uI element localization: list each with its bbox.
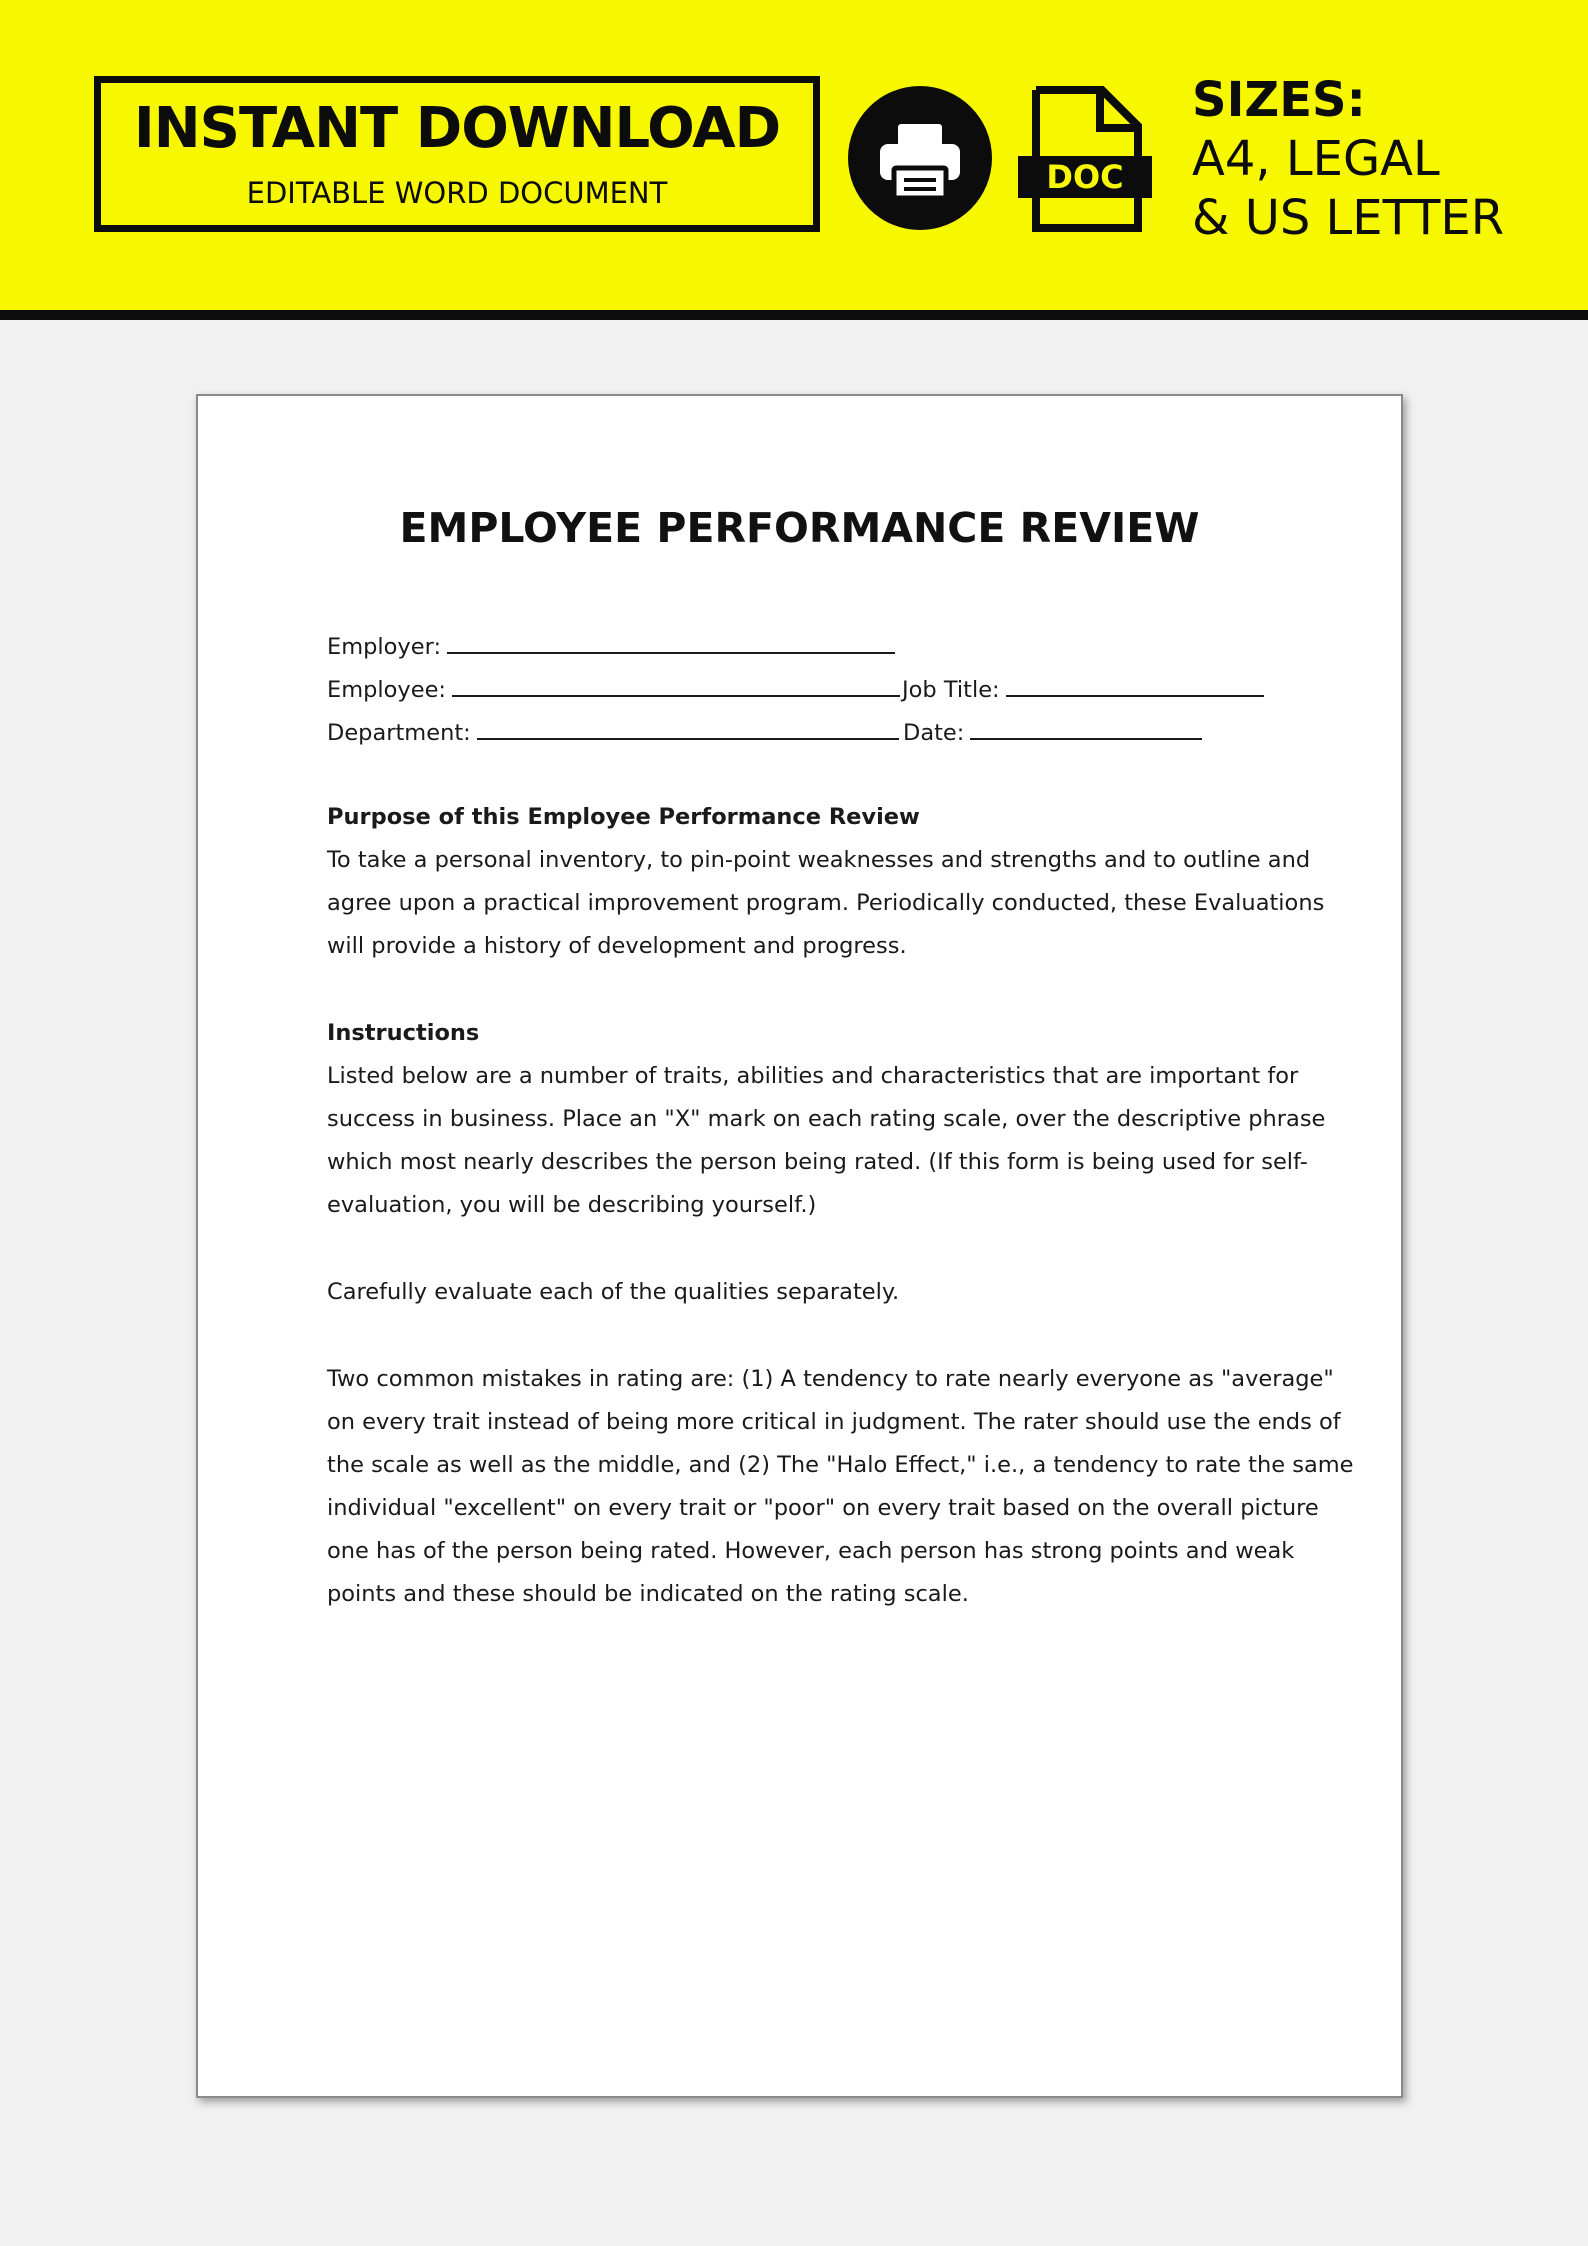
department-field [327,720,899,745]
employee-label: Employee: [327,677,447,703]
mistakes-line: Two common mistakes in rating are: (1) A tendency to rate nearly everyone as "average" [327,1366,1334,1392]
evaluate-note: Carefully evaluate each of the qualities separately. [327,1279,900,1305]
employee-blank[interactable] [452,677,900,697]
instructions-heading: Instructions [327,1020,480,1046]
mistakes-line: individual "excellent" on every trait or "poor" on every trait based on the overall picture [327,1495,1319,1521]
mistakes-line: points and these should be indicated on the rating scale. [327,1581,969,1607]
date-label: Date: [903,720,965,746]
instant-download-badge [94,76,820,232]
purpose-line: will provide a history of development and progress. [327,933,907,959]
document-page [196,394,1403,2098]
instructions-line: Listed below are a number of traits, abilities and characteristics that are important for [327,1063,1299,1089]
department-label: Department: [327,720,471,746]
instructions-line: which most nearly describes the person being rated. (If this form is being used for self- [327,1149,1308,1175]
sizes-label: SIZES: [1192,72,1366,128]
doc-icon-label: DOC [1046,158,1124,196]
instructions-line: success in business. Place an "X" mark on each rating scale, over the descriptive phrase [327,1106,1326,1132]
printer-icon [848,86,992,230]
employer-blank[interactable] [447,634,895,654]
date-field [903,720,1202,745]
sizes-line-2: & US LETTER [1192,190,1505,246]
employee-field [327,677,900,702]
page-title: EMPLOYEE PERFORMANCE REVIEW [399,504,1200,552]
mistakes-line: on every trait instead of being more critical in judgment. The rater should use the ends of [327,1409,1341,1435]
job-title-label: Job Title: [902,677,1000,703]
doc-file-icon [1016,84,1156,239]
department-blank[interactable] [477,720,899,740]
job-title-blank[interactable] [1006,677,1264,697]
sizes-line-1: A4, LEGAL [1192,131,1440,187]
employer-label: Employer: [327,634,442,660]
badge-title: INSTANT DOWNLOAD [133,96,781,161]
purpose-line: To take a personal inventory, to pin-point weaknesses and strengths and to outline and [327,847,1311,873]
promo-banner [0,0,1588,320]
purpose-heading: Purpose of this Employee Performance Review [327,804,920,830]
purpose-line: agree upon a practical improvement program. Periodically conducted, these Evaluations [327,890,1325,916]
sizes-info [1192,72,1505,246]
mistakes-line: the scale as well as the middle, and (2) The "Halo Effect," i.e., a tendency to rate the same [327,1452,1354,1478]
mistakes-line: one has of the person being rated. However, each person has strong points and weak [327,1538,1295,1564]
job-title-field [902,677,1264,702]
date-blank[interactable] [970,720,1202,740]
instructions-line: evaluation, you will be describing yourself.) [327,1192,817,1218]
employer-field [327,634,895,659]
badge-subtitle: EDITABLE WORD DOCUMENT [246,176,668,210]
